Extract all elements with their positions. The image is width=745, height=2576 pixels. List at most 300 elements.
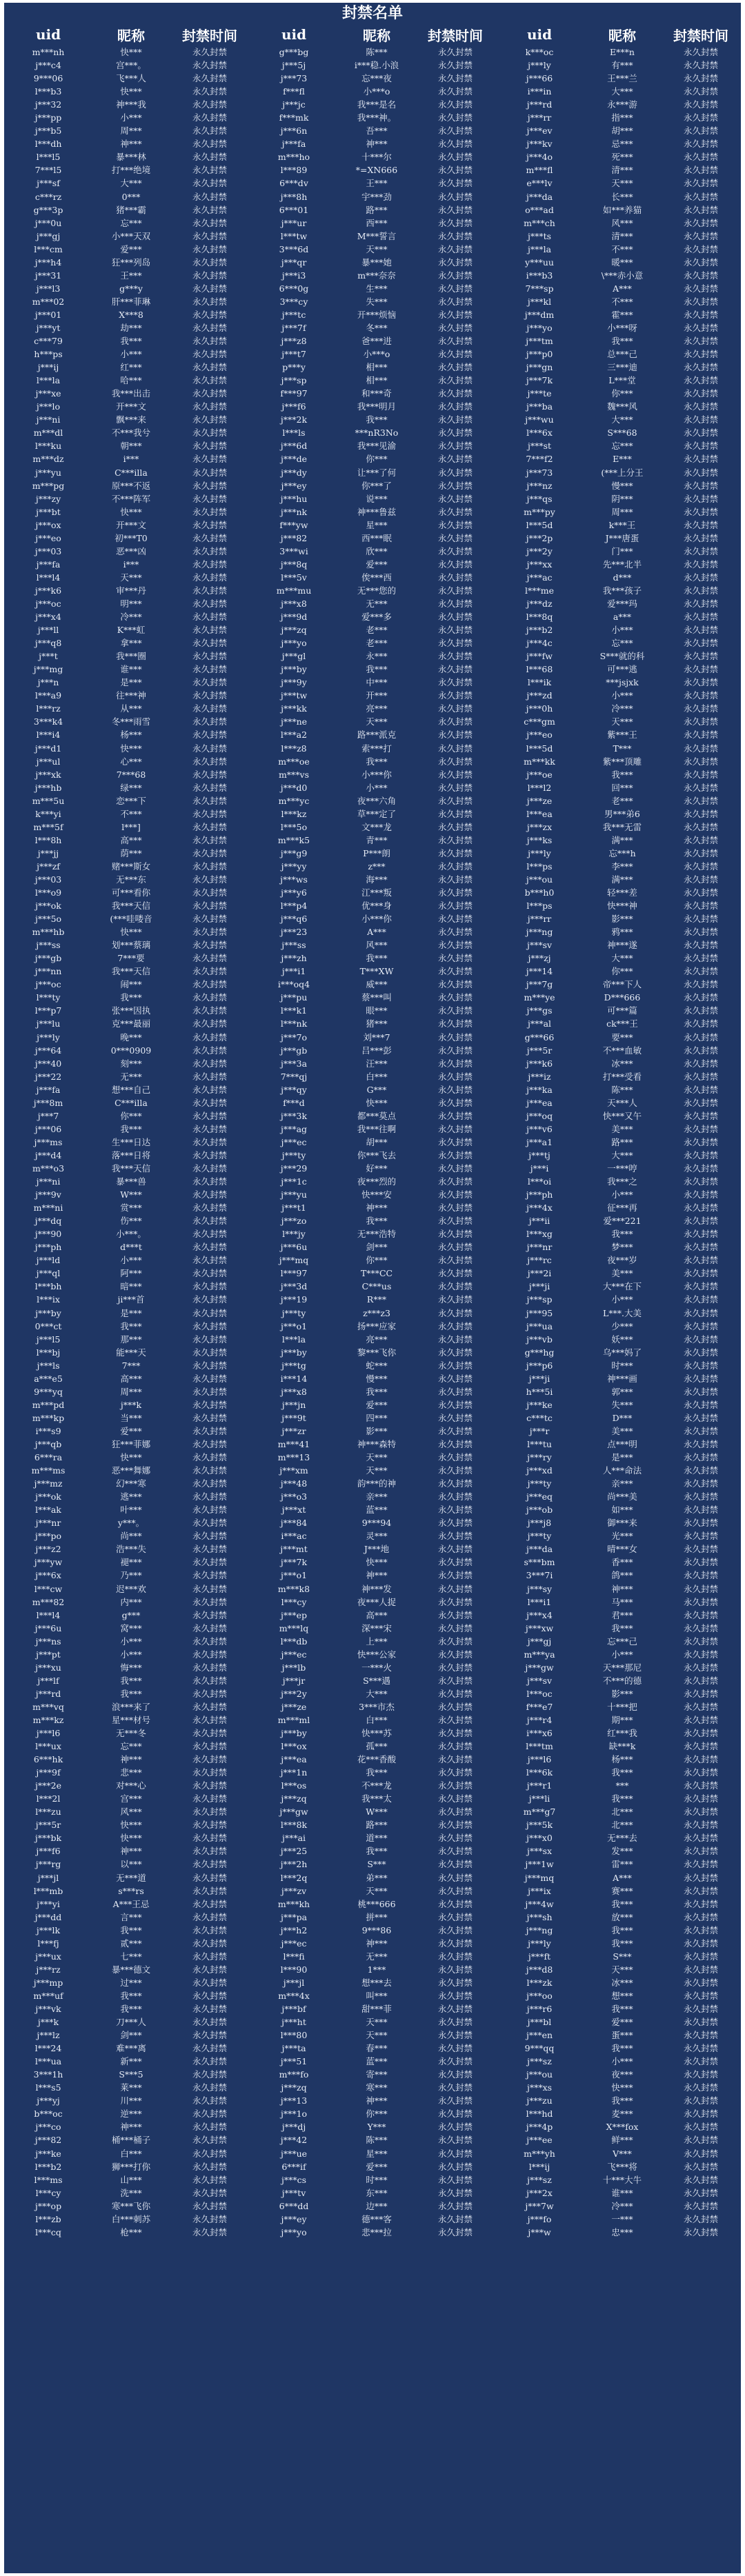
uid-cell: j***zr xyxy=(281,1425,306,1436)
nickname-cell: 可***篇 xyxy=(607,1005,637,1016)
table-row xyxy=(4,1596,741,1609)
uid-cell: j***51 xyxy=(280,2056,308,2067)
header-time: 封禁时间 xyxy=(182,27,237,44)
uid-cell: l***b3 xyxy=(34,86,62,97)
nickname-cell: 老*** xyxy=(366,638,388,649)
ban-entry xyxy=(250,1372,495,1385)
ban-duration-cell: 永久封禁 xyxy=(437,139,473,150)
ban-duration-cell: 永久封禁 xyxy=(683,454,718,465)
ban-entry xyxy=(495,243,741,256)
nickname-cell: 赌***斯女 xyxy=(111,861,151,872)
ban-duration-cell: 永久封禁 xyxy=(192,2056,227,2067)
ban-duration-cell: 永久封禁 xyxy=(683,1123,718,1134)
ban-entry xyxy=(495,400,741,413)
nickname-cell: 王***兰 xyxy=(607,73,637,84)
uid-cell: j***xm xyxy=(279,1465,308,1476)
ban-entry xyxy=(250,860,495,873)
uid-cell: j***ue xyxy=(280,2148,308,2159)
ban-entry xyxy=(4,965,250,978)
ban-duration-cell: 永久封禁 xyxy=(192,99,227,110)
nickname-cell: 快*** xyxy=(120,506,142,517)
uid-cell: j***lf xyxy=(37,1675,59,1686)
uid-cell: j***zy xyxy=(35,493,61,504)
ban-duration-cell: 永久封禁 xyxy=(437,1136,473,1147)
table-row xyxy=(4,1648,741,1661)
uid-cell: l***tm xyxy=(526,1741,553,1752)
uid-cell: m***o3 xyxy=(32,1163,65,1174)
ban-duration-cell: 永久封禁 xyxy=(192,1281,227,1292)
ban-duration-cell: 永久封禁 xyxy=(437,1820,473,1831)
table-row xyxy=(4,1989,741,2002)
ban-entry xyxy=(4,1687,250,1700)
table-row xyxy=(4,1307,741,1320)
nickname-cell: 陈*** xyxy=(366,47,388,58)
ban-duration-cell: 永久封禁 xyxy=(192,651,227,662)
ban-entry xyxy=(250,1831,495,1844)
nickname-cell: 路*** xyxy=(366,1820,388,1831)
nickname-cell: 亮*** xyxy=(366,703,388,714)
ban-duration-cell: 永久封禁 xyxy=(683,283,718,294)
ban-entry xyxy=(250,282,495,295)
uid-cell: l***ty xyxy=(36,992,61,1003)
uid-cell: j***4w xyxy=(525,1898,554,1909)
ban-entry xyxy=(250,1740,495,1753)
uid-cell: j***ss xyxy=(36,940,61,951)
table-row xyxy=(4,1792,741,1805)
nickname-cell: 我*** xyxy=(366,756,388,767)
nickname-cell: 我*** xyxy=(611,1793,633,1804)
ban-entry xyxy=(495,1713,741,1727)
ban-entry xyxy=(4,1123,250,1136)
ban-entry xyxy=(250,1609,495,1622)
ban-entry xyxy=(495,1963,741,1976)
nickname-cell: 朝*** xyxy=(120,441,142,452)
ban-duration-cell: 永久封禁 xyxy=(683,664,718,675)
uid-cell: j***ai xyxy=(281,1833,306,1844)
uid-cell: j***co xyxy=(35,2122,61,2133)
nickname-cell: 永***游 xyxy=(607,99,637,110)
nickname-cell: 浪***来了 xyxy=(111,1701,151,1712)
ban-duration-cell: 永久封禁 xyxy=(683,572,718,583)
nickname-cell: 生***日达 xyxy=(111,1136,151,1147)
uid-cell: j***ji xyxy=(528,1281,550,1292)
nickname-cell: 爱*** xyxy=(120,1425,142,1436)
nickname-cell: 快***苏 xyxy=(361,1728,392,1739)
ban-duration-cell: 永久封禁 xyxy=(437,900,473,912)
table-row xyxy=(4,715,741,728)
ban-duration-cell: 永久封禁 xyxy=(437,1373,473,1384)
nickname-cell: 我***之 xyxy=(607,1176,637,1187)
ban-duration-cell: 永久封禁 xyxy=(683,125,718,137)
uid-cell: 9***qq xyxy=(524,2043,555,2054)
nickname-cell: 狂***菲娜 xyxy=(111,1438,151,1449)
uid-cell: j***zd xyxy=(526,690,553,701)
ban-duration-cell: 永久封禁 xyxy=(683,191,718,202)
nickname-cell: 神***发 xyxy=(361,1583,392,1594)
table-row xyxy=(4,519,741,532)
nickname-cell: 伤*** xyxy=(120,1216,142,1227)
ban-duration-cell: 永久封禁 xyxy=(192,1255,227,1266)
ban-duration-cell: 永久封禁 xyxy=(437,1399,473,1410)
ban-entry xyxy=(4,1464,250,1477)
table-row xyxy=(4,1109,741,1123)
ban-entry xyxy=(250,1989,495,2002)
nickname-cell: 快*** xyxy=(120,1833,142,1844)
uid-cell: l***cm xyxy=(34,243,63,254)
table-row xyxy=(4,834,741,847)
uid-cell: e***lv xyxy=(526,178,553,189)
nickname-cell: 路***派克 xyxy=(357,729,397,741)
ban-duration-cell: 永久封禁 xyxy=(683,1767,718,1778)
nickname-cell: K***虹 xyxy=(117,625,146,636)
uid-cell: j***la xyxy=(527,243,552,254)
nickname-cell: 7*** xyxy=(121,1360,141,1371)
table-row xyxy=(4,1871,741,1884)
ban-entry xyxy=(250,295,495,308)
ban-entry xyxy=(250,1293,495,1306)
nickname-cell: 冰*** xyxy=(611,1977,633,1988)
uid-cell: l***o9 xyxy=(34,887,62,898)
uid-cell: j***7 xyxy=(37,1110,59,1121)
ban-duration-cell: 永久封禁 xyxy=(192,585,227,596)
ban-entry xyxy=(250,150,495,163)
ban-entry xyxy=(4,2094,250,2107)
nickname-cell: 浩***失 xyxy=(116,1544,146,1555)
uid-cell: j***dz xyxy=(526,598,553,609)
nickname-cell: 褪*** xyxy=(120,1557,142,1568)
uid-cell: j***jc xyxy=(282,99,306,110)
ban-entry xyxy=(495,1438,741,1451)
ban-entry xyxy=(495,1398,741,1411)
ban-entry xyxy=(495,1346,741,1359)
nickname-cell: 不***我兮 xyxy=(111,427,151,439)
table-row xyxy=(4,584,741,597)
ban-entry xyxy=(250,1175,495,1188)
uid-cell: l***tw xyxy=(280,230,308,241)
ban-duration-cell: 永久封禁 xyxy=(437,1412,473,1423)
table-row xyxy=(4,2107,741,2120)
ban-duration-cell: 永久封禁 xyxy=(437,1754,473,1765)
uid-cell: f***yw xyxy=(279,519,308,530)
ban-duration-cell: 永久封禁 xyxy=(192,191,227,202)
ban-duration-cell: 永久封禁 xyxy=(192,375,227,386)
nickname-cell: 无***您的 xyxy=(357,585,397,596)
uid-cell: j***ke xyxy=(35,2148,61,2159)
nickname-cell: 东*** xyxy=(366,2187,388,2198)
ban-duration-cell: 永久封禁 xyxy=(192,1583,227,1594)
ban-entry xyxy=(250,111,495,124)
uid-cell: j***sf xyxy=(37,178,60,189)
nickname-cell: 天*** xyxy=(366,1885,388,1896)
nickname-cell: 有*** xyxy=(611,60,633,71)
ban-entry xyxy=(250,505,495,519)
uid-cell: l***90 xyxy=(280,1964,308,1975)
nickname-cell: 一***哼 xyxy=(607,1163,637,1174)
ban-entry xyxy=(495,348,741,361)
uid-cell: j***zh xyxy=(281,953,307,964)
ban-duration-cell: 永久封禁 xyxy=(683,1885,718,1896)
uid-cell: j***qb xyxy=(34,1438,62,1449)
nickname-cell: 我***见渝 xyxy=(357,441,397,452)
nickname-cell: 小*** xyxy=(611,1189,633,1200)
ban-entry xyxy=(4,1700,250,1713)
ban-duration-cell: 永久封禁 xyxy=(192,1386,227,1397)
ban-duration-cell: 永久封禁 xyxy=(437,1203,473,1214)
nickname-cell: C***us xyxy=(361,1281,392,1292)
ban-entry xyxy=(4,2120,250,2133)
table-row xyxy=(4,230,741,243)
nickname-cell: 黎***飞你 xyxy=(357,1347,397,1358)
ban-duration-cell: 永久封禁 xyxy=(192,1425,227,1436)
nickname-cell: 胡*** xyxy=(611,125,633,137)
uid-cell: j***z2 xyxy=(35,1544,61,1555)
table-row xyxy=(4,1057,741,1070)
ban-duration-cell: 永久封禁 xyxy=(437,1662,473,1673)
ban-duration-cell: 永久封禁 xyxy=(437,99,473,110)
ban-duration-cell: 永久封禁 xyxy=(192,914,227,925)
table-row xyxy=(4,1201,741,1214)
uid-cell: j***mp xyxy=(33,1977,63,1988)
uid-cell: j***ey xyxy=(281,2213,307,2224)
ban-duration-cell: 永久封禁 xyxy=(437,664,473,675)
uid-cell: m***kz xyxy=(32,1714,64,1725)
nickname-cell: 可***逃 xyxy=(607,664,637,675)
ban-duration-cell: 永久封禁 xyxy=(437,2095,473,2106)
ban-entry xyxy=(4,925,250,938)
ban-duration-cell: 永久封禁 xyxy=(683,847,718,858)
uid-cell: j***d1 xyxy=(34,743,62,754)
uid-cell: j***fw xyxy=(526,651,553,662)
nickname-cell: 陈*** xyxy=(611,1084,633,1095)
uid-cell: j***nr xyxy=(526,1242,553,1253)
ban-duration-cell: 永久封禁 xyxy=(437,323,473,333)
ban-duration-cell: 永久封禁 xyxy=(683,716,718,727)
uid-cell: j***ll xyxy=(37,625,59,636)
uid-cell: p***y xyxy=(282,362,306,373)
nickname-cell: R*** xyxy=(366,1294,387,1305)
uid-cell: j***ft xyxy=(528,1951,551,1962)
uid-cell: l***p4 xyxy=(280,900,308,912)
ban-entry xyxy=(4,2068,250,2081)
nickname-cell: 难***离 xyxy=(116,2043,146,2054)
ban-duration-cell: 永久封禁 xyxy=(683,1386,718,1397)
ban-duration-cell: 永久封禁 xyxy=(437,60,473,71)
ban-entry xyxy=(4,1109,250,1123)
ban-duration-cell: 永久封禁 xyxy=(683,1399,718,1410)
ban-duration-cell: 永久封禁 xyxy=(683,914,718,925)
uid-cell: l***i4 xyxy=(36,729,61,741)
ban-duration-cell: 永久封禁 xyxy=(192,1058,227,1069)
nickname-cell: 路*** xyxy=(611,1136,633,1147)
nickname-cell: 杨*** xyxy=(120,729,142,741)
ban-duration-cell: 永久封禁 xyxy=(192,1622,227,1633)
ban-duration-cell: 永久封禁 xyxy=(437,1478,473,1489)
table-row xyxy=(4,348,741,361)
nickname-cell: 美*** xyxy=(611,1425,633,1436)
nickname-cell: 我*** xyxy=(120,992,142,1003)
table-row xyxy=(4,439,741,452)
uid-cell: m***02 xyxy=(32,296,65,307)
uid-cell: l***fi xyxy=(283,1951,305,1962)
ban-duration-cell: 永久封禁 xyxy=(192,979,227,990)
ban-entry xyxy=(4,1031,250,1044)
nickname-cell: 乌***妈了 xyxy=(602,1347,642,1358)
nickname-cell: 雷*** xyxy=(611,1859,633,1870)
ban-entry xyxy=(250,899,495,912)
uid-cell: j***42 xyxy=(280,2135,308,2146)
uid-cell: j***kv xyxy=(526,139,553,150)
header-uid: uid xyxy=(35,26,61,43)
ban-duration-cell: 永久封禁 xyxy=(192,204,227,215)
ban-duration-cell: 永久封禁 xyxy=(437,1688,473,1699)
ban-duration-cell: 永久封禁 xyxy=(192,834,227,845)
nickname-cell: 小*** xyxy=(120,1255,142,1266)
ban-entry xyxy=(4,308,250,321)
uid-cell: j***y6 xyxy=(281,887,307,898)
uid-cell: l***oi xyxy=(527,1176,552,1187)
table-row xyxy=(4,452,741,465)
nickname-cell: 7***68 xyxy=(116,769,146,780)
nickname-cell: 草***定了 xyxy=(357,808,397,819)
table-row xyxy=(4,256,741,269)
ban-duration-cell: 永久封禁 xyxy=(192,2226,227,2237)
ban-entry xyxy=(250,952,495,965)
ban-entry xyxy=(4,2081,250,2094)
ban-entry xyxy=(4,1280,250,1293)
ban-entry xyxy=(495,2002,741,2015)
table-row xyxy=(4,46,741,59)
ban-duration-cell: 永久封禁 xyxy=(683,441,718,452)
ban-entry xyxy=(495,1149,741,1162)
ban-entry xyxy=(250,1950,495,1963)
uid-cell: j***i1 xyxy=(281,966,306,977)
table-row xyxy=(4,676,741,689)
uid-cell: m***ye xyxy=(524,992,555,1003)
ban-entry xyxy=(495,1227,741,1240)
nickname-cell: 忌*** xyxy=(611,139,633,150)
ban-duration-cell: 永久封禁 xyxy=(683,2069,718,2080)
uid-cell: j***eq xyxy=(526,1491,553,1502)
table-row xyxy=(4,1044,741,1057)
ban-entry xyxy=(250,137,495,150)
ban-entry xyxy=(250,1004,495,1017)
ban-entry xyxy=(4,295,250,308)
ban-entry xyxy=(4,348,250,361)
ban-duration-cell: 永久封禁 xyxy=(437,940,473,951)
uid-cell: j***06 xyxy=(34,1123,62,1134)
ban-duration-cell: 永久封禁 xyxy=(192,2187,227,2198)
ban-duration-cell: 永久封禁 xyxy=(683,756,718,767)
ban-entry xyxy=(4,1083,250,1096)
nickname-cell: s***rs xyxy=(118,1885,144,1896)
table-row xyxy=(4,1490,741,1503)
uid-cell: j***23 xyxy=(280,927,308,938)
uid-cell: j***l6 xyxy=(527,1754,552,1765)
uid-cell: j***by xyxy=(281,1347,307,1358)
ban-duration-cell: 永久封禁 xyxy=(192,677,227,688)
ban-duration-cell: 永久封禁 xyxy=(192,1964,227,1975)
nickname-cell: 冬***雨雪 xyxy=(111,716,151,727)
nickname-cell: 神***遂 xyxy=(607,940,637,951)
ban-entry xyxy=(495,886,741,899)
nickname-cell: 阿*** xyxy=(120,1268,142,1279)
nickname-cell: 如***养猫 xyxy=(602,204,642,215)
ban-duration-cell: 永久封禁 xyxy=(683,1662,718,1673)
nickname-cell: 西***眠 xyxy=(361,532,392,543)
nickname-cell: 优***身 xyxy=(361,900,392,912)
ban-entry xyxy=(495,1136,741,1149)
nickname-cell: 亲*** xyxy=(611,1478,633,1489)
uid-cell: j***xt xyxy=(281,1505,306,1516)
ban-duration-cell: 永久封禁 xyxy=(683,1294,718,1305)
nickname-cell: 征***再 xyxy=(607,1203,637,1214)
table-row xyxy=(4,1175,741,1188)
uid-cell: j***ua xyxy=(526,1320,553,1331)
ban-entry xyxy=(4,1136,250,1149)
ban-entry xyxy=(250,2107,495,2120)
ban-duration-cell: 永久封禁 xyxy=(192,1688,227,1699)
nickname-cell: 我*** xyxy=(120,1675,142,1686)
ban-duration-cell: 永久封禁 xyxy=(683,1268,718,1279)
ban-duration-cell: 永久封禁 xyxy=(683,349,718,360)
ban-duration-cell: 永久封禁 xyxy=(437,2226,473,2237)
table-row xyxy=(4,2002,741,2015)
ban-duration-cell: 永久封禁 xyxy=(192,690,227,701)
ban-duration-cell: 永久封禁 xyxy=(192,73,227,84)
uid-cell: b***h0 xyxy=(524,887,555,898)
uid-cell: 7***l5 xyxy=(34,165,62,176)
ban-duration-cell: 永久封禁 xyxy=(683,834,718,845)
uid-cell: j***hb xyxy=(34,782,62,793)
nickname-cell: 我*** xyxy=(611,336,633,347)
nickname-cell: 暴***德文 xyxy=(111,1964,151,1975)
ban-duration-cell: 永久封禁 xyxy=(437,506,473,517)
ban-duration-cell: 永久封禁 xyxy=(437,217,473,228)
table-row xyxy=(4,689,741,702)
uid-cell: j***x4 xyxy=(35,612,61,623)
ban-entry xyxy=(250,558,495,571)
uid-cell: j***ht xyxy=(281,2017,306,2028)
uid-cell: j***mt xyxy=(280,1544,308,1555)
uid-cell: l***8h xyxy=(34,834,62,845)
ban-duration-cell: 永久封禁 xyxy=(192,1478,227,1489)
nickname-cell: 天*** xyxy=(611,716,633,727)
ban-duration-cell: 永久封禁 xyxy=(683,2174,718,2185)
uid-cell: j***xx xyxy=(526,559,553,570)
ban-duration-cell: 永久封禁 xyxy=(683,1281,718,1292)
table-row xyxy=(4,308,741,321)
ban-duration-cell: 永久封禁 xyxy=(683,1570,718,1581)
ban-entry xyxy=(250,886,495,899)
uid-cell: j***q8 xyxy=(34,638,62,649)
nickname-cell: 先***北半 xyxy=(602,559,642,570)
uid-cell: j***d8 xyxy=(526,1964,553,1975)
nickname-cell: 杨*** xyxy=(611,1754,633,1765)
ban-duration-cell: 永久封禁 xyxy=(437,2056,473,2067)
nickname-cell: 剑*** xyxy=(366,1242,388,1253)
ban-entry xyxy=(250,243,495,256)
nickname-cell: 冷*** xyxy=(611,703,633,714)
uid-cell: j***sz xyxy=(527,2056,552,2067)
ban-entry xyxy=(4,978,250,991)
nickname-cell: 陈*** xyxy=(366,2135,388,2146)
nickname-cell: 影*** xyxy=(611,914,633,925)
nickname-cell: 宫***。 xyxy=(116,60,146,71)
nickname-cell: 轻***差 xyxy=(607,887,637,898)
uid-cell: l***la xyxy=(36,375,61,386)
table-row xyxy=(4,1556,741,1569)
uid-cell: j***fa xyxy=(36,559,61,570)
